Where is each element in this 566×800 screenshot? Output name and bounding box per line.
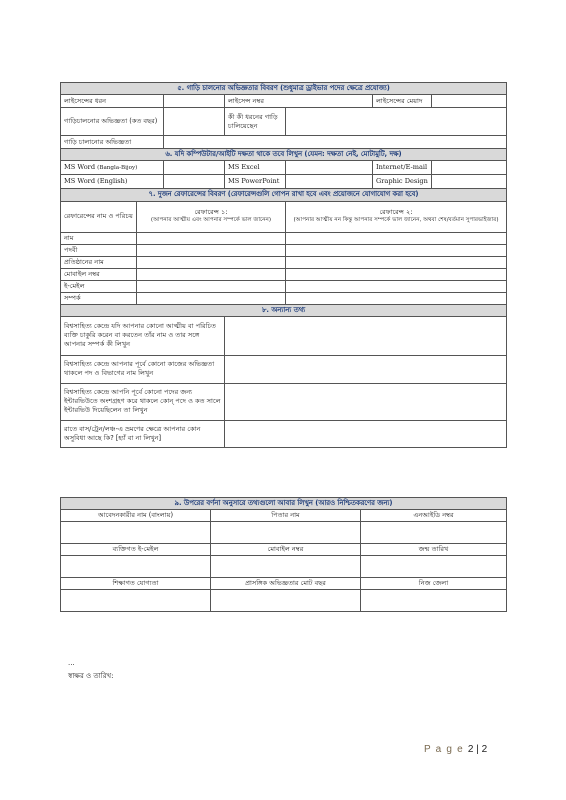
reference-1-email-field[interactable]	[137, 280, 286, 292]
ms-word-english-label: MS Word (English)	[61, 175, 164, 189]
reference-2-note: (আপনার আত্মীয় নন কিন্তু আপনার সম্পর্কে ভাল জানেন, অথবা শেষ/বর্তমান সুপারভাইজার)	[293, 217, 499, 224]
ms-excel-field[interactable]	[286, 161, 373, 175]
birth-date-field[interactable]	[361, 555, 507, 577]
reference-row-label: নাম	[61, 232, 137, 244]
question-prior-work-label: বিশ্বসাহিত্য কেন্দ্রে আপনার পূর্বে কোনো কাজের অভিজ্ঞতা থাকলে পদ ও বিভাগের নাম লিখুন	[61, 355, 225, 383]
ms-powerpoint-field[interactable]	[286, 175, 373, 189]
ms-word-bijoy-label	[61, 161, 164, 175]
father-name-field[interactable]	[211, 522, 361, 544]
nid-number-field[interactable]	[361, 522, 507, 544]
reference-1-designation-field[interactable]	[137, 244, 286, 256]
mobile-number-field[interactable]	[211, 555, 361, 577]
section-8-header: ৮. অন্যান্য তথ্য	[61, 304, 507, 316]
reference-row-label: প্রতিষ্ঠানের নাম	[61, 256, 137, 268]
birth-date-label: জন্ম তারিখ	[361, 544, 507, 556]
nid-number-label: এনআইডি নম্বর	[361, 510, 507, 522]
reference-row-label: মোবাইল নম্বর	[61, 268, 137, 280]
reference-2-name-field[interactable]	[286, 232, 507, 244]
father-name-label: পিতার নাম	[211, 510, 361, 522]
reference-1-relation-field[interactable]	[137, 292, 286, 304]
reference-row-label: সম্পর্ক	[61, 292, 137, 304]
reference-2-mobile-field[interactable]	[286, 268, 507, 280]
reference-1-organization-field[interactable]	[137, 256, 286, 268]
page-number: 2 | 2	[467, 744, 488, 755]
form-table-main	[60, 82, 507, 448]
question-relative-label: বিশ্বসাহিত্য কেন্দ্রে যদি আপনার কোনো আত্মীয় বা পরিচিত ব্যক্তি চাকুরি করেন বা করতেন তাঁর নাম ও তার সঙ্গে আপনার সম্পর্ক কী লিখুন	[61, 316, 225, 355]
driving-years-label: গাড়িচালনোর অভিজ্ঞতা (কত বছর)	[61, 108, 164, 136]
applicant-name-label: আবেদনকারীর নাম (বাংলায়)	[61, 510, 211, 522]
reference-1-header	[137, 201, 286, 232]
license-validity-field[interactable]	[432, 95, 507, 108]
section-6-header: ৬. যদি কম্পিউটার/আইটি দক্ষতা থাকে তবে লিখুন (যেমন: দক্ষতা নেই, মোটামুটি, দক্ষ)	[61, 149, 507, 161]
reference-1-title: রেফারেন্স ১:	[194, 208, 228, 217]
ms-powerpoint-label: MS PowerPoint	[225, 175, 286, 189]
graphic-design-label: Graphic Design	[373, 175, 432, 189]
section-9-header: ৯. উপরের বর্ণনা অনুসারে তথ্যগুলো আবার লিখুন (আরও নিশ্চিতকরণের জন্য)	[61, 498, 507, 510]
internet-email-field[interactable]	[432, 161, 507, 175]
driving-experience-field[interactable]	[164, 136, 507, 149]
question-prior-interview-field[interactable]	[225, 383, 507, 420]
total-experience-field[interactable]	[211, 589, 361, 611]
reference-1-mobile-field[interactable]	[137, 268, 286, 280]
mobile-number-label: মোবাইল নম্বর	[211, 544, 361, 556]
education-label: শিক্ষাগত যোগ্যতা	[61, 577, 211, 589]
license-type-label: লাইসেন্সের ধরন	[61, 95, 164, 108]
vehicle-types-label: কী কী ধরনের গাড়ি চালিয়েছেন	[225, 108, 286, 136]
reference-row-label: পদবী	[61, 244, 137, 256]
reference-2-header	[286, 201, 507, 232]
reference-1-note: (আপনার আত্মীয় এবং আপনার সম্পর্কে ভাল জানেন)	[150, 217, 272, 224]
reference-2-designation-field[interactable]	[286, 244, 507, 256]
section-5-header: ৫. গাড়ি চালনোর অভিজ্ঞতার বিবরণ (শুধুমাত্র ড্রাইভার পদের ক্ষেত্রে প্রযোজ্য)	[61, 83, 507, 95]
signature-date-label: স্বাক্ষর ও তারিখ:	[68, 672, 114, 680]
home-district-label: নিজ জেলা	[361, 577, 507, 589]
total-experience-label: প্রাসঙ্গিক অভিজ্ঞতার মোট বছর	[211, 577, 361, 589]
reference-name-label: রেফারেন্সের নাম ও পরিচয়	[61, 201, 137, 232]
ms-word-bijoy-field[interactable]	[164, 161, 225, 175]
reference-2-email-field[interactable]	[286, 280, 507, 292]
reference-2-title: রেফারেন্স ২:	[379, 208, 413, 217]
reference-2-relation-field[interactable]	[286, 292, 507, 304]
reference-2-organization-field[interactable]	[286, 256, 507, 268]
internet-email-label: Internet/E-mail	[373, 161, 432, 175]
personal-email-field[interactable]	[61, 555, 211, 577]
home-district-field[interactable]	[361, 589, 507, 611]
ms-word-bijoy-text: MS Word	[64, 163, 96, 172]
license-validity-label: লাইসেন্সের মেয়াদ	[373, 95, 432, 108]
graphic-design-field[interactable]	[432, 175, 507, 189]
ms-word-bijoy-note: (Bangla-Bijoy)	[97, 165, 138, 172]
reference-1-name-field[interactable]	[137, 232, 286, 244]
question-night-travel-field[interactable]	[225, 420, 507, 447]
reference-row-label: ই-মেইল	[61, 280, 137, 292]
driving-experience-label: গাড়ি চালানোর অভিজ্ঞতা	[61, 136, 164, 149]
applicant-name-field[interactable]	[61, 522, 211, 544]
vehicle-types-field[interactable]	[286, 108, 507, 136]
license-number-label: লাইসেন্স নম্বর	[225, 95, 373, 108]
license-type-field[interactable]	[164, 95, 225, 108]
form-table-confirm	[60, 497, 507, 612]
question-night-travel-label: রাতে বাস/ট্রেন/লঞ্চ-এ ভ্রমণের ক্ষেত্রে আপনার কোন অসুবিধা আছে কি? [হ্যাঁ বা না লিখুন]	[61, 420, 225, 447]
ms-word-english-field[interactable]	[164, 175, 225, 189]
ms-excel-label: MS Excel	[225, 161, 286, 175]
section-7-header: ৭. দুজন রেফারেন্সের বিবরণ (রেফারেন্সগুলি গোপন রাখা হবে এবং প্রয়োজনে যোগাযোগ করা হবে)	[61, 189, 507, 201]
signature-dots: ...	[68, 659, 75, 667]
page-word: P a g e	[424, 744, 464, 755]
personal-email-label: ব্যক্তিগত ই-মেইল	[61, 544, 211, 556]
question-prior-interview-label: বিশ্বসাহিত্য কেন্দ্রে আপনি পূর্বে কোনো পদের জন্য ইন্টারভিউতে অংশগ্রহণ করে থাকলে কোন্‌ পদে ও কত সালে ইন্টারভিউ দিয়েছিলেন তা লিখুন	[61, 383, 225, 420]
question-relative-field[interactable]	[225, 316, 507, 355]
driving-years-field[interactable]	[164, 108, 225, 136]
question-prior-work-field[interactable]	[225, 355, 507, 383]
education-field[interactable]	[61, 589, 211, 611]
page-footer	[424, 744, 487, 755]
